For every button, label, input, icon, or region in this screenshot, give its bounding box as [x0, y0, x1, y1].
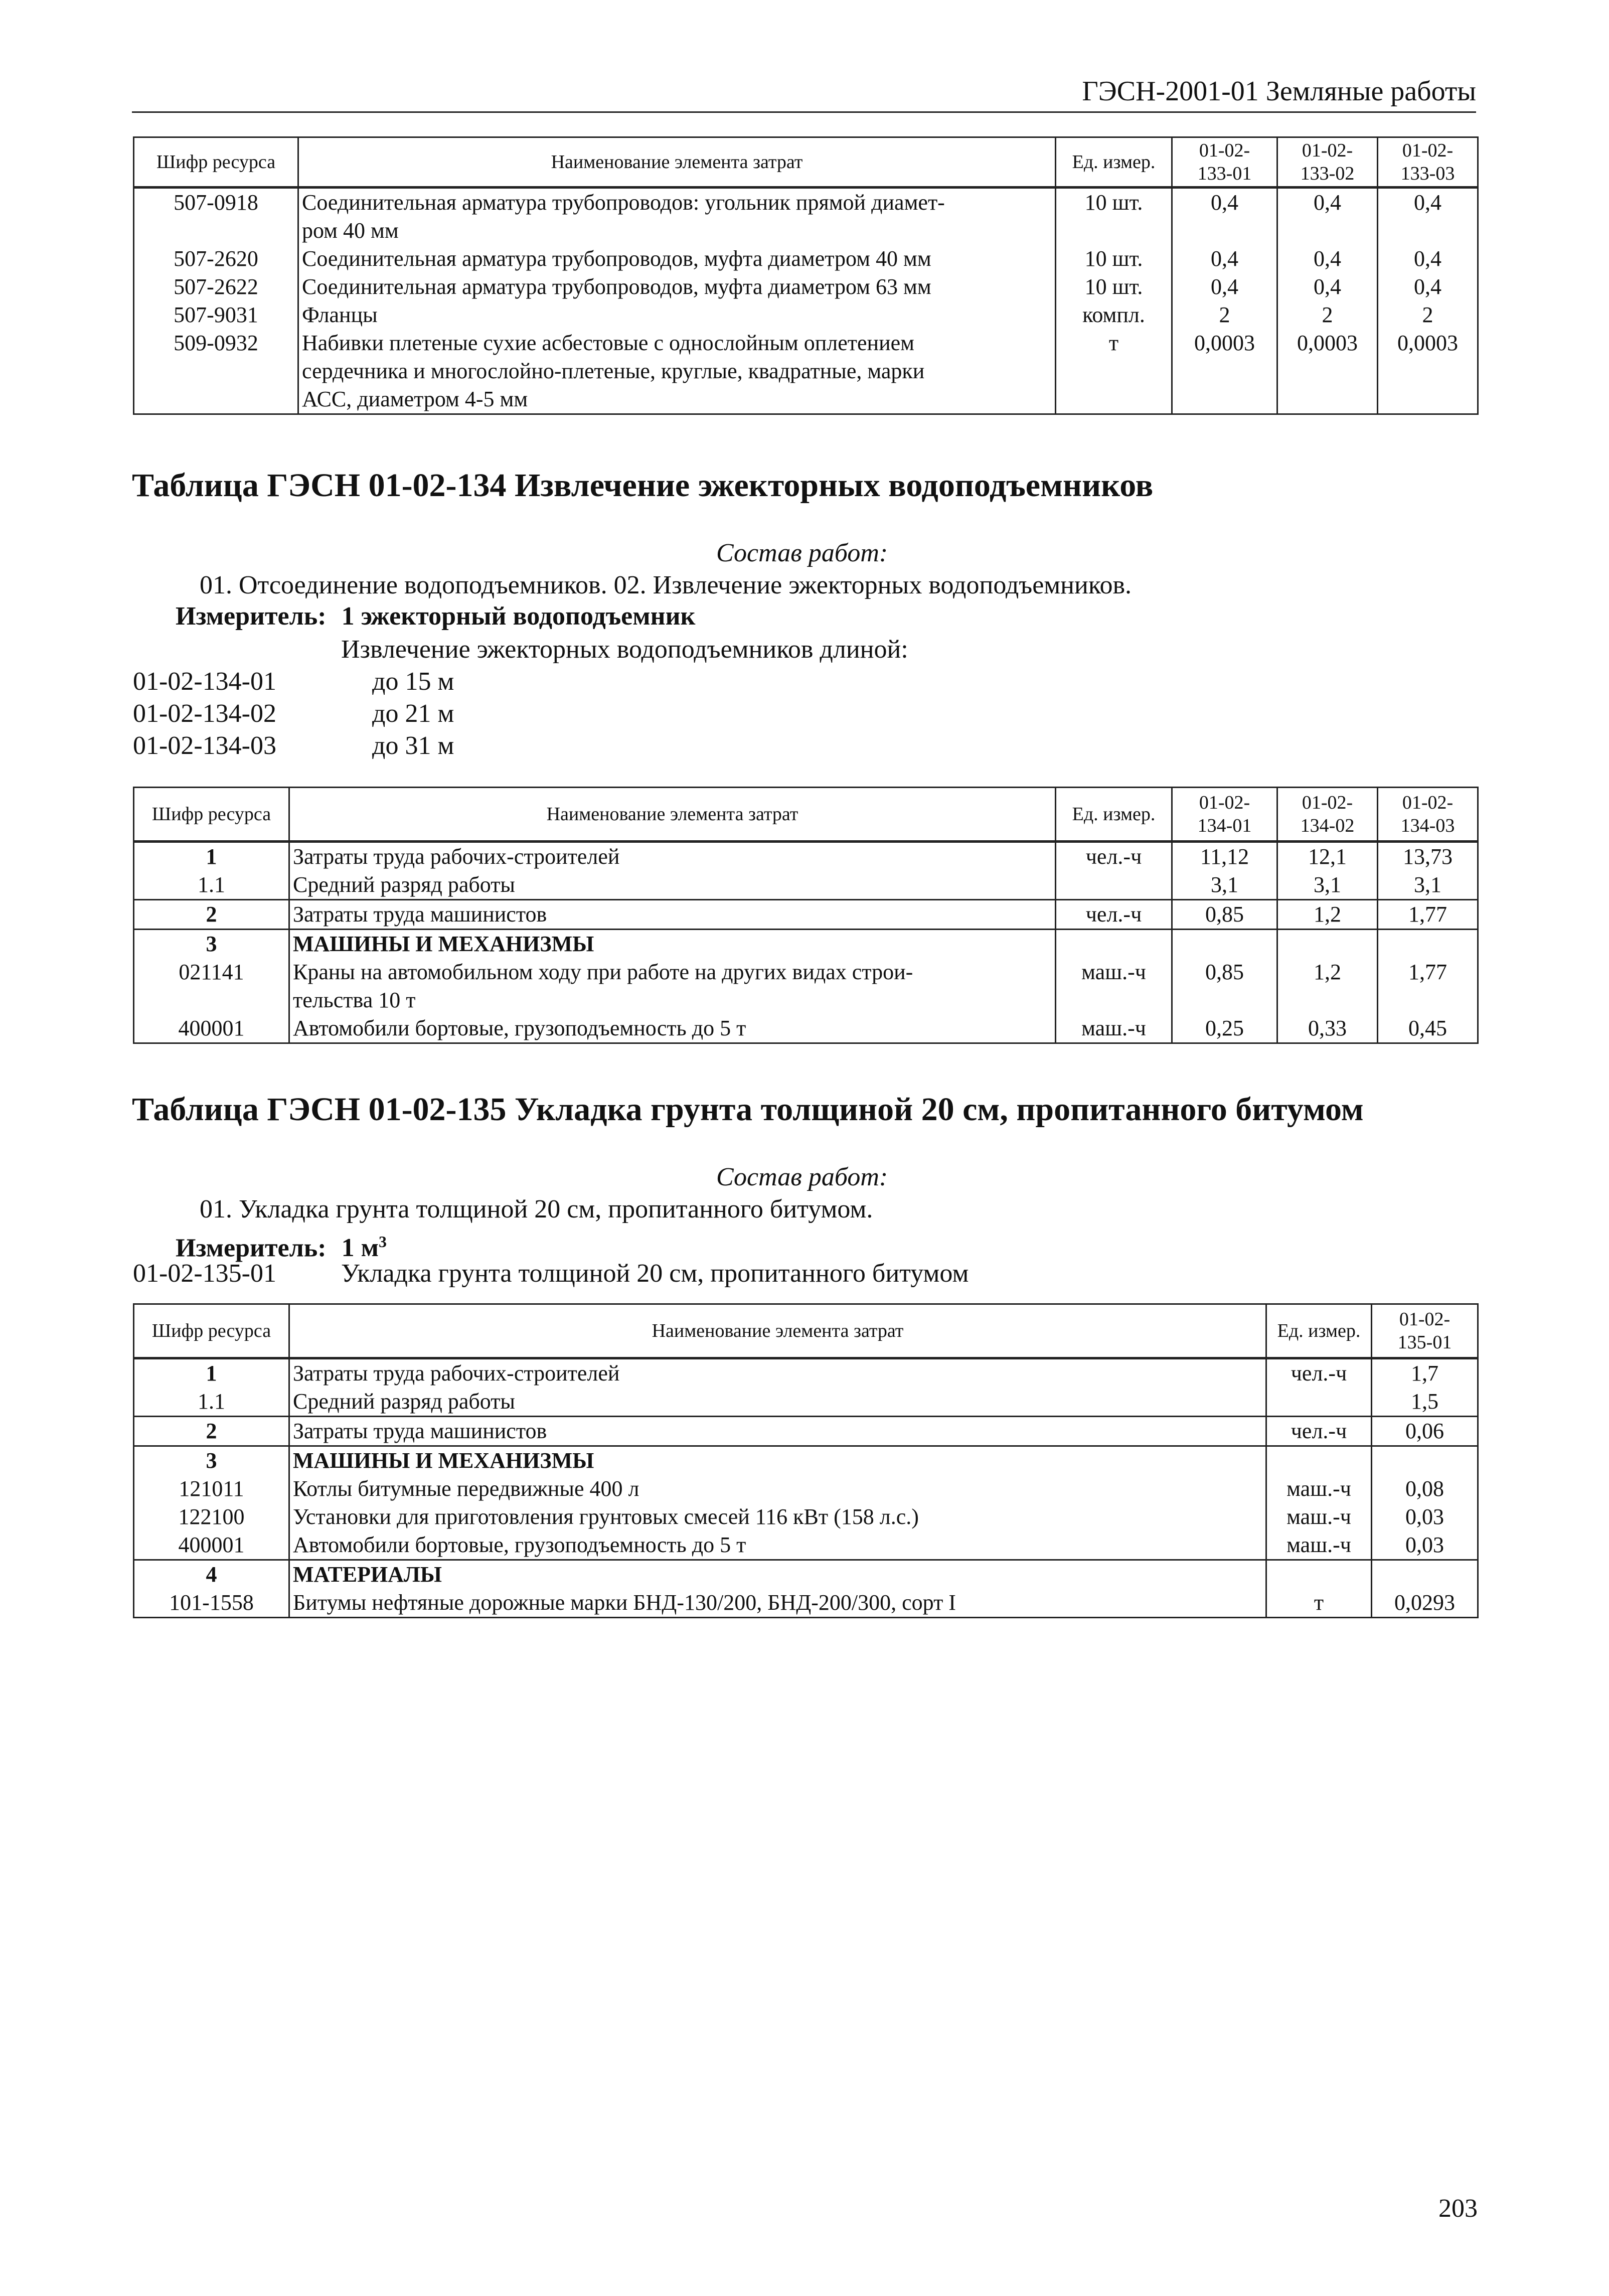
- column-header-variant-1: [1372, 1304, 1478, 1358]
- value-cell: 0,0003: [1277, 329, 1378, 414]
- composition-text: 01. Отсоединение водоподъемников. 02. Извлечение эжекторных водоподъемников.: [200, 571, 1132, 599]
- variant-code: 01-02-134-02: [133, 699, 276, 728]
- value-cell: 12,1: [1277, 842, 1378, 871]
- value-cell: 2: [1172, 301, 1277, 329]
- name-line: Набивки плетеные сухие асбестовые с однослойным оплетением: [302, 331, 914, 355]
- value-cell: 1,5: [1372, 1388, 1478, 1417]
- resource-name: [298, 329, 1056, 414]
- running-header: ГЭСН-2001-01 Земляные работы: [132, 75, 1476, 113]
- resource-code: 101-1558: [134, 1589, 289, 1618]
- empty-cell: [1277, 930, 1378, 959]
- value-cell: 1,2: [1277, 958, 1378, 1014]
- resource-unit: компл.: [1056, 301, 1172, 329]
- table-row: [134, 1503, 1478, 1531]
- resource-name: [298, 188, 1056, 245]
- resource-name: Соединительная арматура трубопроводов, муфта диаметром 40 мм: [298, 245, 1056, 273]
- name-line: АСС, диаметром 4-5 мм: [302, 387, 528, 411]
- value-cell: 3,1: [1378, 871, 1478, 900]
- column-header-variant-3: [1378, 788, 1478, 842]
- resource-unit: т: [1056, 329, 1172, 414]
- value-cell: 0,06: [1372, 1417, 1478, 1446]
- resource-name: Затраты труда рабочих-строителей: [289, 842, 1056, 871]
- column-header-line: 01-02-: [1302, 140, 1353, 161]
- column-header-code: Шифр ресурса: [134, 1304, 289, 1358]
- table-row: [134, 1475, 1478, 1503]
- composition-label: Состав работ:: [716, 539, 888, 567]
- value-cell: 0,45: [1378, 1014, 1478, 1043]
- section-code: 3: [134, 1446, 289, 1475]
- section-row: [134, 1560, 1478, 1589]
- resource-name: Средний разряд работы: [289, 871, 1056, 900]
- resource-name: [289, 958, 1056, 1014]
- composition-label: Состав работ:: [716, 1163, 888, 1191]
- column-header-name: Наименование элемента затрат: [298, 137, 1056, 188]
- column-header-variant-3: [1378, 137, 1478, 188]
- resource-code: 507-2622: [134, 273, 298, 301]
- empty-cell: [1266, 1446, 1372, 1475]
- resource-unit: маш.-ч: [1056, 1014, 1172, 1043]
- resource-code: 1: [134, 1358, 289, 1388]
- resource-name: Фланцы: [298, 301, 1056, 329]
- table-row: [134, 245, 1478, 273]
- resource-code: 400001: [134, 1531, 289, 1560]
- column-header-line: 134-01: [1197, 815, 1252, 836]
- value-cell: 11,12: [1172, 842, 1277, 871]
- table-row: [134, 188, 1478, 245]
- resource-code: 400001: [134, 1014, 289, 1043]
- variants-intro: Извлечение эжекторных водоподъемников длиной:: [341, 635, 908, 664]
- table-row: [134, 1388, 1478, 1417]
- name-line: ром 40 мм: [302, 218, 399, 243]
- value-cell: 0,85: [1172, 958, 1277, 1014]
- column-header-name: Наименование элемента затрат: [289, 1304, 1266, 1358]
- column-header-line: 01-02-: [1199, 140, 1250, 161]
- resource-code: 121011: [134, 1475, 289, 1503]
- value-cell: 0,4: [1378, 245, 1478, 273]
- meter-label: Измеритель:: [176, 1234, 327, 1263]
- column-header-line: 01-02-: [1302, 792, 1353, 813]
- value-cell: 1,7: [1372, 1358, 1478, 1388]
- column-header-unit: Ед. измер.: [1056, 788, 1172, 842]
- resource-code: 507-0918: [134, 188, 298, 245]
- table-row: [134, 273, 1478, 301]
- resource-code: 122100: [134, 1503, 289, 1531]
- resource-unit: [1266, 1388, 1372, 1417]
- meter-line: [176, 601, 696, 632]
- value-cell: 0,4: [1277, 273, 1378, 301]
- empty-cell: [1372, 1446, 1478, 1475]
- resource-table-133: [133, 136, 1479, 415]
- name-line: Краны на автомобильном ходу при работе на других видах строи-: [293, 960, 913, 984]
- value-cell: 0,4: [1378, 188, 1478, 245]
- column-header-line: 01-02-: [1402, 140, 1454, 161]
- resource-table-134: [133, 787, 1479, 1044]
- resource-unit: чел.-ч: [1266, 1417, 1372, 1446]
- value-cell: 1,77: [1378, 900, 1478, 930]
- column-header-variant-2: [1277, 788, 1378, 842]
- value-cell: 2: [1277, 301, 1378, 329]
- section-code: 3: [134, 930, 289, 959]
- empty-cell: [1266, 1560, 1372, 1589]
- resource-code: 507-9031: [134, 301, 298, 329]
- table-row: [134, 958, 1478, 1014]
- composition-text: 01. Укладка грунта толщиной 20 см, пропитанного битумом.: [200, 1195, 873, 1223]
- column-header-line: 134-02: [1300, 815, 1355, 836]
- section-name: МАШИНЫ И МЕХАНИЗМЫ: [289, 1446, 1266, 1475]
- meter-value: 1 м: [341, 1234, 379, 1263]
- value-cell: 0,4: [1277, 245, 1378, 273]
- value-cell: 0,0003: [1378, 329, 1478, 414]
- resource-code: 507-2620: [134, 245, 298, 273]
- value-cell: 0,25: [1172, 1014, 1277, 1043]
- resource-unit: 10 шт.: [1056, 188, 1172, 245]
- value-cell: 0,4: [1172, 188, 1277, 245]
- table-row: [134, 329, 1478, 414]
- column-header-name: Наименование элемента затрат: [289, 788, 1056, 842]
- resource-unit: чел.-ч: [1056, 842, 1172, 871]
- resource-name: Установки для приготовления грунтовых смесей 116 кВт (158 л.с.): [289, 1503, 1266, 1531]
- value-cell: 1,77: [1378, 958, 1478, 1014]
- resource-code: 2: [134, 1417, 289, 1446]
- column-header-line: 134-03: [1400, 815, 1455, 836]
- resource-name: Автомобили бортовые, грузоподъемность до 5 т: [289, 1014, 1056, 1043]
- resource-code: 2: [134, 900, 289, 930]
- section-code: 4: [134, 1560, 289, 1589]
- value-cell: 0,85: [1172, 900, 1277, 930]
- column-header-line: 01-02-: [1402, 792, 1454, 813]
- section-row: [134, 930, 1478, 959]
- table-title-135: Таблица ГЭСН 01-02-135 Укладка грунта толщиной 20 см, пропитанного битумом: [132, 1091, 1364, 1128]
- table-row: [134, 301, 1478, 329]
- column-header-line: 133-02: [1300, 163, 1355, 184]
- resource-name: Затраты труда машинистов: [289, 900, 1056, 930]
- table-row: [134, 842, 1478, 871]
- meter-superscript: 3: [379, 1233, 387, 1251]
- column-header-line: 135-01: [1397, 1332, 1452, 1353]
- variant-code: 01-02-134-03: [133, 731, 276, 760]
- variant-desc: Укладка грунта толщиной 20 см, пропитанного битумом: [341, 1259, 969, 1288]
- resource-name: Средний разряд работы: [289, 1388, 1266, 1417]
- resource-unit: т: [1266, 1589, 1372, 1618]
- column-header-variant-1: [1172, 788, 1277, 842]
- table-row: [134, 900, 1478, 930]
- empty-cell: [1172, 930, 1277, 959]
- column-header-code: Шифр ресурса: [134, 137, 298, 188]
- column-header-line: 133-01: [1197, 163, 1252, 184]
- resource-unit: [1056, 871, 1172, 900]
- meter-value: 1 эжекторный водоподъемник: [341, 602, 696, 631]
- resource-unit: маш.-ч: [1266, 1503, 1372, 1531]
- value-cell: 0,4: [1172, 273, 1277, 301]
- value-cell: 0,03: [1372, 1531, 1478, 1560]
- value-cell: 0,0003: [1172, 329, 1277, 414]
- variant-desc: до 31 м: [372, 731, 454, 760]
- resource-name: Затраты труда рабочих-строителей: [289, 1358, 1266, 1388]
- empty-cell: [1372, 1560, 1478, 1589]
- value-cell: 1,2: [1277, 900, 1378, 930]
- empty-cell: [1378, 930, 1478, 959]
- table-header-row: [134, 788, 1478, 842]
- resource-unit: маш.-ч: [1266, 1531, 1372, 1560]
- resource-unit: чел.-ч: [1056, 900, 1172, 930]
- column-header-unit: Ед. измер.: [1266, 1304, 1372, 1358]
- value-cell: 0,4: [1277, 188, 1378, 245]
- variant-code: 01-02-135-01: [133, 1259, 276, 1288]
- resource-unit: маш.-ч: [1266, 1475, 1372, 1503]
- name-line: тельства 10 т: [293, 988, 416, 1012]
- empty-cell: [1056, 930, 1172, 959]
- value-cell: 13,73: [1378, 842, 1478, 871]
- resource-code: 1: [134, 842, 289, 871]
- meter-label: Измеритель:: [176, 602, 327, 631]
- value-cell: 3,1: [1172, 871, 1277, 900]
- resource-unit: 10 шт.: [1056, 273, 1172, 301]
- column-header-line: 01-02-: [1399, 1309, 1451, 1330]
- resource-code: 021141: [134, 958, 289, 1014]
- section-name: МАТЕРИАЛЫ: [289, 1560, 1266, 1589]
- resource-unit: маш.-ч: [1056, 958, 1172, 1014]
- variant-desc: до 21 м: [372, 699, 454, 728]
- resource-name: Автомобили бортовые, грузоподъемность до 5 т: [289, 1531, 1266, 1560]
- resource-code: 1.1: [134, 1388, 289, 1417]
- value-cell: 0,4: [1172, 245, 1277, 273]
- value-cell: 0,33: [1277, 1014, 1378, 1043]
- resource-name: Затраты труда машинистов: [289, 1417, 1266, 1446]
- value-cell: 0,08: [1372, 1475, 1478, 1503]
- table-title-134: Таблица ГЭСН 01-02-134 Извлечение эжекторных водоподъемников: [132, 467, 1154, 504]
- column-header-line: 01-02-: [1199, 792, 1250, 813]
- variant-code: 01-02-134-01: [133, 667, 276, 696]
- section-row: [134, 1446, 1478, 1475]
- table-row: [134, 1589, 1478, 1618]
- value-cell: 2: [1378, 301, 1478, 329]
- table-row: [134, 871, 1478, 900]
- value-cell: 0,0293: [1372, 1589, 1478, 1618]
- column-header-variant-2: [1277, 137, 1378, 188]
- column-header-code: Шифр ресурса: [134, 788, 289, 842]
- resource-code: 509-0932: [134, 329, 298, 414]
- table-row: [134, 1531, 1478, 1560]
- resource-table-135: [133, 1303, 1479, 1618]
- name-line: сердечника и многослойно-плетеные, круглые, квадратные, марки: [302, 359, 925, 383]
- column-header-unit: Ед. измер.: [1056, 137, 1172, 188]
- table-row: [134, 1417, 1478, 1446]
- table-row: [134, 1358, 1478, 1388]
- resource-name: Соединительная арматура трубопроводов, муфта диаметром 63 мм: [298, 273, 1056, 301]
- name-line: Соединительная арматура трубопроводов: угольник прямой диамет-: [302, 190, 945, 215]
- resource-name: Битумы нефтяные дорожные марки БНД-130/200, БНД-200/300, сорт I: [289, 1589, 1266, 1618]
- resource-unit: 10 шт.: [1056, 245, 1172, 273]
- variant-desc: до 15 м: [372, 667, 454, 696]
- column-header-variant-1: [1172, 137, 1277, 188]
- table-header-row: [134, 1304, 1478, 1358]
- value-cell: 3,1: [1277, 871, 1378, 900]
- resource-code: 1.1: [134, 871, 289, 900]
- column-header-line: 133-03: [1400, 163, 1455, 184]
- section-name: МАШИНЫ И МЕХАНИЗМЫ: [289, 930, 1056, 959]
- value-cell: 0,03: [1372, 1503, 1478, 1531]
- resource-unit: чел.-ч: [1266, 1358, 1372, 1388]
- resource-name: Котлы битумные передвижные 400 л: [289, 1475, 1266, 1503]
- page-number: 203: [1438, 2194, 1478, 2223]
- table-header-row: [134, 137, 1478, 188]
- value-cell: 0,4: [1378, 273, 1478, 301]
- table-row: [134, 1014, 1478, 1043]
